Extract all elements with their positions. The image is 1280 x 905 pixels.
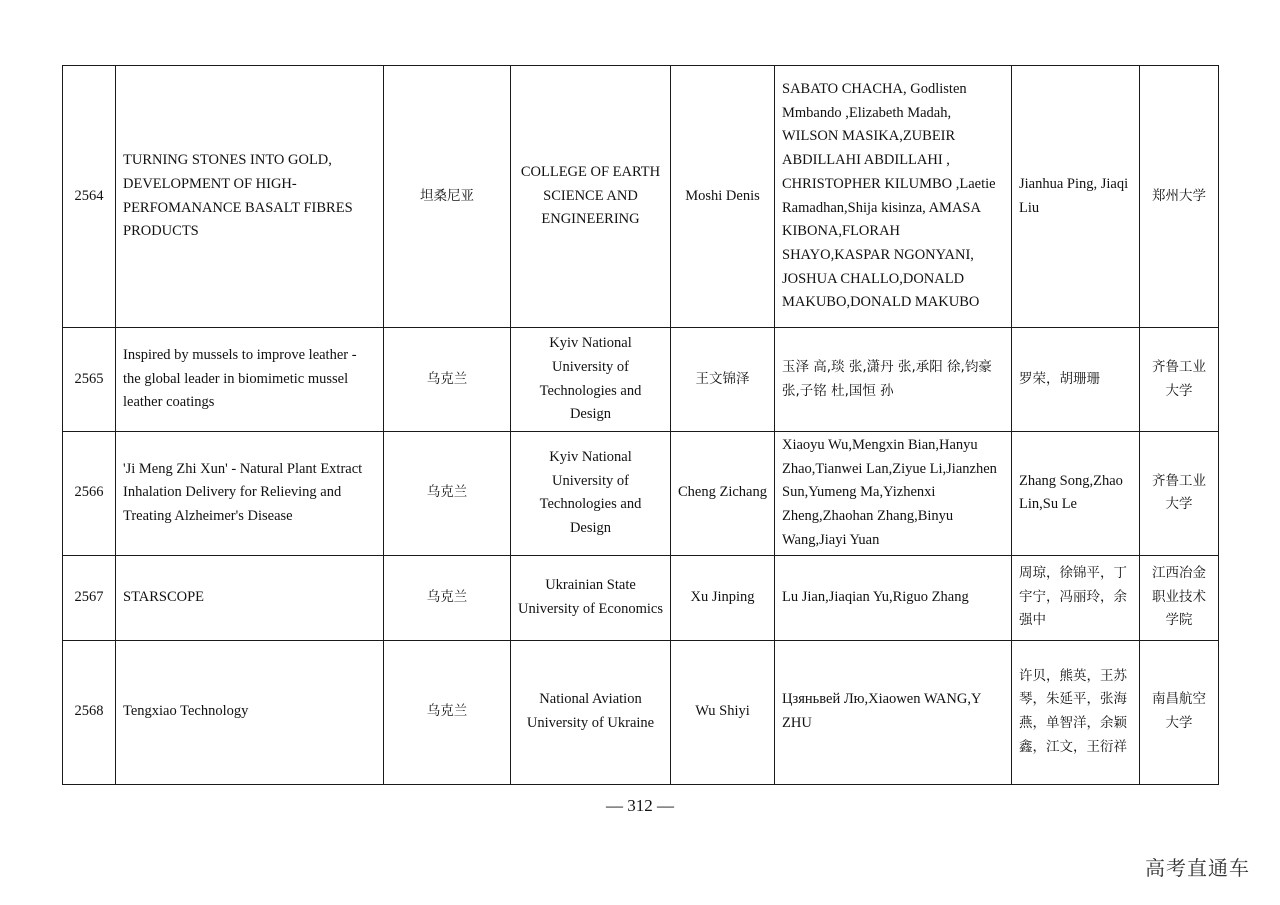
row-number: 2566 <box>63 432 116 556</box>
college: Kyiv National University of Technologies and Design <box>511 432 671 556</box>
college: COLLEGE OF EARTH SCIENCE AND ENGINEERING <box>511 66 671 328</box>
team-leader: Xu Jinping <box>671 555 775 640</box>
university: 齐鲁工业大学 <box>1140 328 1219 432</box>
university: 齐鲁工业大学 <box>1140 432 1219 556</box>
table-row <box>63 66 1219 328</box>
table-row <box>63 432 1219 556</box>
advisors: Zhang Song,Zhao Lin,Su Le <box>1012 432 1140 556</box>
advisors: Jianhua Ping, Jiaqi Liu <box>1012 66 1140 328</box>
team-leader: Cheng Zichang <box>671 432 775 556</box>
row-number: 2565 <box>63 328 116 432</box>
team-members: Xiaoyu Wu,Mengxin Bian,Hanyu Zhao,Tianwei Lan,Ziyue Li,Jianzhen Sun,Yumeng Ma,Yizhenxi Zheng,Zhaohan Zhang,Binyu Wang,Jiayi Yuan <box>775 432 1012 556</box>
advisors: 许贝，熊英，王苏琴，朱延平，张海燕，单智洋，余颖鑫，江文，王衍祥 <box>1012 640 1140 784</box>
team-members: SABATO CHACHA, Godlisten Mmbando ,Elizabeth Madah, WILSON MASIKA,ZUBEIR ABDILLAHI ABDILLAHI , CHRISTOPHER KILUMBO ,Laetie Ramadhan,Shija kisinza, AMASA KIBONA,FLORAH SHAYO,KASPAR NGONYANI, JOSHUA CHALLO,DONALD MAKUBO,DONALD MAKUBO <box>775 66 1012 328</box>
team-leader: Moshi Denis <box>671 66 775 328</box>
project-name: Tengxiao Technology <box>116 640 384 784</box>
page-number: — 312 — <box>606 796 674 815</box>
advisors: 罗荣，胡珊珊 <box>1012 328 1140 432</box>
table-row <box>63 555 1219 640</box>
college: Ukrainian State University of Economics <box>511 555 671 640</box>
college: National Aviation University of Ukraine <box>511 640 671 784</box>
project-name: Inspired by mussels to improve leather - the global leader in biomimetic mussel leather coatings <box>116 328 384 432</box>
advisors: 周琼，徐锦平，丁宇宁，冯丽玲，余强中 <box>1012 555 1140 640</box>
country: 乌克兰 <box>384 640 511 784</box>
country: 乌克兰 <box>384 328 511 432</box>
team-leader: 王文锦泽 <box>671 328 775 432</box>
project-name: STARSCOPE <box>116 555 384 640</box>
table-row <box>63 640 1219 784</box>
team-members: 玉泽 高,琰 张,潇丹 张,承阳 徐,钧豪 张,子铭 杜,国恒 孙 <box>775 328 1012 432</box>
project-name: TURNING STONES INTO GOLD, DEVELOPMENT OF HIGH-PERFOMANANCE BASALT FIBRES PRODUCTS <box>116 66 384 328</box>
college: Kyiv National University of Technologies and Design <box>511 328 671 432</box>
university: 南昌航空大学 <box>1140 640 1219 784</box>
row-number: 2567 <box>63 555 116 640</box>
country: 坦桑尼亚 <box>384 66 511 328</box>
team-leader: Wu Shiyi <box>671 640 775 784</box>
team-members: Lu Jian,Jiaqian Yu,Riguo Zhang <box>775 555 1012 640</box>
country: 乌克兰 <box>384 432 511 556</box>
watermark-logo: 高考直通车 <box>1145 856 1250 880</box>
university: 江西冶金职业技术学院 <box>1140 555 1219 640</box>
row-number: 2568 <box>63 640 116 784</box>
table-row <box>63 328 1219 432</box>
project-name: 'Ji Meng Zhi Xun' - Natural Plant Extract Inhalation Delivery for Relieving and Treating Alzheimer's Disease <box>116 432 384 556</box>
university: 郑州大学 <box>1140 66 1219 328</box>
team-members: Цзяньвей Лю,Xiaowen WANG,Y ZHU <box>775 640 1012 784</box>
project-table <box>62 65 1219 785</box>
country: 乌克兰 <box>384 555 511 640</box>
row-number: 2564 <box>63 66 116 328</box>
